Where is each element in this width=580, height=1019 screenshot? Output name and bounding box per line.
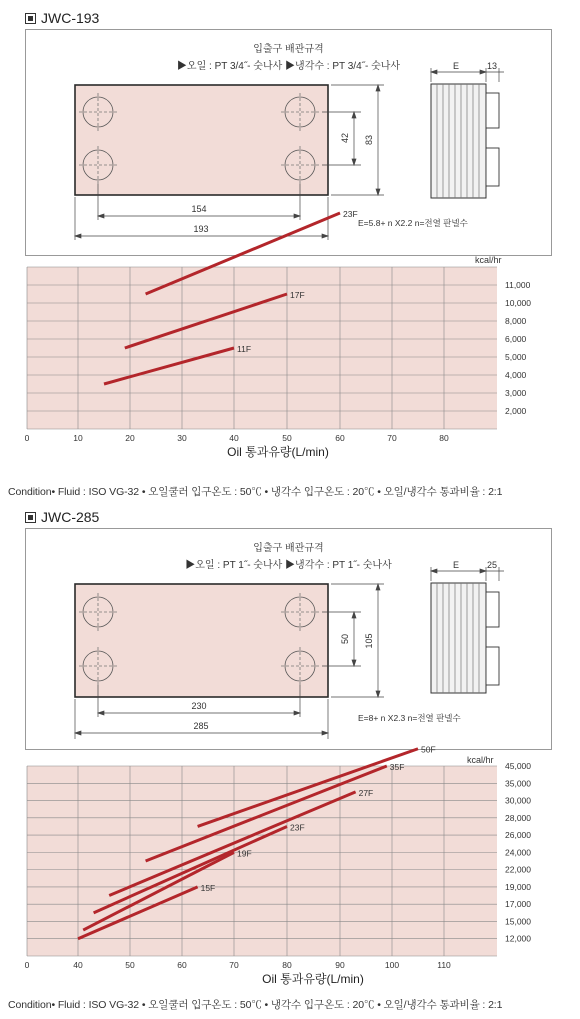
square-bullet-icon: [25, 512, 36, 523]
side-view: [431, 61, 504, 198]
x-tick-label: 50: [125, 960, 135, 970]
y-tick-label: 6,000: [505, 334, 527, 344]
x-tick-label: 40: [73, 960, 83, 970]
x-tick-label: 60: [335, 433, 345, 443]
x-tick-label: 50: [282, 433, 292, 443]
dim-outer-height: 83: [364, 134, 374, 146]
dimension-drawing: [26, 529, 551, 749]
y-tick-label: 17,000: [505, 899, 531, 910]
dim-side-thickness: 13: [486, 61, 498, 71]
x-tick-label: 40: [229, 433, 239, 443]
condition-note: Condition• Fluid : ISO VG-32 • 오일쿨러 입구온도 : 50℃ • 냉각수 입구온도 : 20℃ • 오일/냉각수 통과비율 : 2:1: [8, 486, 503, 498]
y-unit-label: kcal/hr: [467, 755, 494, 765]
section-title: [25, 509, 99, 525]
series-label-50F: 50F: [421, 744, 436, 755]
plot-area: [27, 766, 497, 956]
dimension-drawing: [26, 30, 551, 255]
dimension-drawing-panel: [25, 528, 552, 750]
x-tick-label: 100: [384, 960, 400, 970]
series-label-23F: 23F: [343, 209, 358, 219]
chart-2: [20, 744, 580, 994]
series-label-17F: 17F: [290, 290, 305, 300]
y-tick-label: 19,000: [505, 881, 531, 892]
side-view: [431, 560, 504, 693]
series-label-15F: 15F: [200, 882, 216, 893]
x-tick-label: 30: [177, 433, 187, 443]
cooler-body: [75, 85, 328, 195]
x-tick-label: 0: [24, 433, 30, 443]
dimension-drawing-panel: [25, 29, 552, 256]
y-tick-label: 15,000: [505, 916, 531, 927]
y-tick-label: 28,000: [505, 812, 531, 823]
dim-outer-width: 285: [193, 721, 209, 731]
dim-inner-width: 154: [191, 204, 207, 214]
dim-inner-height: 42: [340, 132, 350, 144]
series-label-27F: 27F: [358, 787, 374, 798]
y-tick-label: 3,000: [505, 388, 527, 398]
series-label-11F: 11F: [237, 344, 252, 354]
series-label-19F: 19F: [237, 848, 252, 859]
spec-title: 입출구 배관규격: [253, 44, 324, 55]
x-tick-label: 70: [229, 960, 239, 970]
x-tick-label: 90: [335, 960, 345, 970]
dim-inner-width: 230: [191, 701, 207, 711]
y-tick-label: 8,000: [505, 316, 527, 326]
x-tick-label: 110: [437, 960, 451, 970]
spec-line: ▶오일 : PT 1˝- 숫나사 ▶냉각수 : PT 1˝- 숫나사: [185, 560, 392, 571]
condition-note: Condition• Fluid : ISO VG-32 • 오일쿨러 입구온도 : 50℃ • 냉각수 입구온도 : 20℃ • 오일/냉각수 통과비율 : 2:1: [8, 999, 503, 1011]
x-tick-label: 80: [282, 960, 292, 970]
x-tick-label: 20: [125, 433, 135, 443]
dim-outer-height: 105: [364, 633, 374, 649]
series-label-23F: 23F: [290, 822, 305, 833]
y-tick-label: 10,000: [505, 298, 531, 308]
section-title: [25, 10, 99, 26]
formula-text: E=8+ n X2.3 n=전열 판넬수: [358, 713, 461, 723]
dim-inner-height: 50: [340, 633, 350, 645]
y-tick-label: 24,000: [505, 847, 531, 858]
y-tick-label: 4,000: [505, 370, 527, 380]
x-axis-label: Oil 통과유량(L/min): [262, 972, 364, 986]
y-tick-label: 22,000: [505, 864, 531, 875]
x-tick-label: 0: [24, 960, 30, 970]
x-axis-label: Oil 통과유량(L/min): [227, 445, 329, 459]
dim-side-e: E: [452, 560, 460, 570]
performance-chart: [20, 744, 580, 994]
y-tick-label: 12,000: [505, 933, 531, 944]
y-tick-label: 26,000: [505, 830, 531, 841]
x-tick-label: 60: [177, 960, 187, 970]
y-unit-label: kcal/hr: [475, 255, 502, 265]
model-name: JWC-285: [41, 509, 100, 525]
plot-area: [27, 267, 497, 429]
y-tick-label: 30,000: [505, 795, 531, 806]
y-tick-label: 45,000: [505, 761, 531, 771]
y-tick-label: 5,000: [505, 352, 527, 362]
y-tick-label: 11,000: [505, 280, 531, 290]
dim-side-e: E: [452, 61, 460, 71]
dim-side-thickness: 25: [486, 560, 498, 570]
x-tick-label: 80: [439, 433, 449, 443]
series-label-35F: 35F: [389, 762, 405, 772]
square-bullet-icon: [25, 13, 36, 24]
y-tick-label: 35,000: [505, 778, 531, 789]
dim-outer-width: 193: [193, 224, 209, 234]
model-name: JWC-193: [41, 10, 100, 26]
spec-title: 입출구 배관규격: [253, 543, 324, 554]
x-tick-label: 10: [73, 433, 83, 443]
y-tick-label: 2,000: [505, 406, 527, 416]
spec-line: ▶오일 : PT 3/4˝- 숫나사 ▶냉각수 : PT 3/4˝- 숫나사: [176, 61, 401, 72]
formula-text: E=5.8+ n X2.2 n=전열 판넬수: [358, 218, 468, 228]
x-tick-label: 70: [387, 433, 397, 443]
